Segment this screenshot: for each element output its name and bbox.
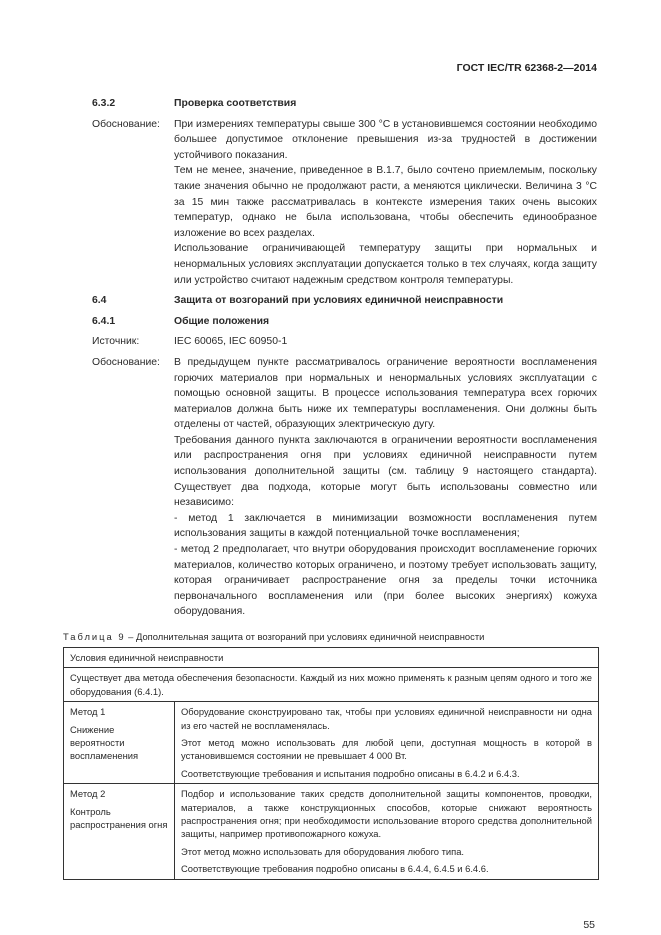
rationale-row [92,355,597,620]
description-cell [175,784,599,879]
section-number: 6.3.2 [92,98,116,109]
source-text: IEC 60065, IEC 60950-1 [174,336,288,348]
safeguard-table [63,647,599,880]
table-row [64,702,599,784]
method-name: Снижение вероятности воспламенения [70,723,139,762]
method-cell [64,784,175,879]
source-row [92,334,597,350]
caption-text: – Дополнительная защита от возгораний при условиях единичной неисправности [125,631,485,642]
section-heading [92,314,597,330]
rationale-text [174,355,597,620]
paragraph: При измерениях температуры свыше 300 °C в установившемся состоянии необходимо большее допустимое отклонение превышения из-за трудностей в достижении устойчивого показания. [174,118,597,161]
paragraph: В предыдущем пункте рассматривалось ограничение вероятности воспламенения горючих материалов при нормальных и ненормальных условиях эксплуатации с помощью основной защиты. В процессе использования температура всех горючих материалов должна быть ниже их температуры воспламенения. Они должны быть отделены от частей, образующих электрическую дугу. [174,356,597,431]
page-body [63,0,597,933]
description-item: Этот метод можно использовать для любой цепи, доступная мощность в которой в установившемся состоянии не превышает 4 000 Вт. [181,737,592,762]
rationale-label: Обоснование: [92,356,160,368]
description-cell [175,702,599,784]
description-item: Подбор и использование таких средств дополнительной защиты компонентов, проводки, материалов, а также конструкционных способов, которые снижают вероятность распространения огня; при необходимости использование второго средства дополнительной защиты, например противопожарного кожуха. [181,788,592,840]
rationale-row [92,117,597,289]
description-item: Оборудование сконструировано так, чтобы при условиях единичной неисправности ни одна из его частей не воспламенялась. [181,706,592,731]
method-label: Метод 2 [70,788,106,800]
table-row [64,668,599,702]
section-heading [92,96,597,112]
source-label: Источник: [92,336,140,348]
section-title: Проверка соответствия [174,98,297,109]
section-number: 6.4.1 [92,315,116,327]
description-item: Этот метод можно использовать для оборудования любого типа. [181,845,465,857]
page-number: 55 [583,918,595,931]
table-header-row [64,648,599,668]
standard-header: ГОСТ IEC/TR 62368-2—2014 [456,62,597,74]
method-name: Контроль распространения огня [70,805,168,831]
paragraph: - метод 2 предполагает, что внутри оборудования происходит воспламенение горючих материалов, количество которых ограничено, и поэтому требует использовать защиту, которая ограничивает распространение огня за пределы точки источника первоначального воспламенения или (при более высоких энергиях) кожуха оборудования. [174,544,597,618]
paragraph: Требования данного пункта заключаются в ограничении вероятности воспламенения или распространения огня при условиях единичной неисправности путем использования дополнительной защиты (см. таблицу 9 настоящего стандарта). Существует два подхода, которые могут быть использованы совместно или независимо: [174,434,597,509]
method-cell [64,702,175,784]
description-item: Соответствующие требования подробно описаны в 6.4.4, 6.4.5 и 6.4.6. [181,863,489,875]
section-title: Защита от возгораний при условиях единичной неисправности [174,295,504,307]
section-number: 6.4 [92,295,107,307]
description-item: Соответствующие требования и испытания подробно описаны в 6.4.2 и 6.4.3. [181,767,520,779]
caption-prefix: Таблица 9 [63,631,126,642]
section-heading [92,293,597,309]
paragraph: Тем не менее, значение, приведенное в B.1.7, было сочтено приемлемым, поскольку такие значения обычно не продолжают расти, а меняются циклически. Величина 3 °C за 15 мин также рассматривалась в контексте измерения таких очень высоких температур, однако не была использована, чтобы обеспечить единообразное изложение во всех разделах. [174,165,597,239]
header-cell: Условия единичной неисправности [64,648,599,668]
section-title: Общие положения [174,315,270,327]
rationale-text [174,117,597,289]
rationale-label: Обоснование: [92,118,160,130]
paragraph: Использование ограничивающей температуру защиты при нормальных и ненормальных условиях эксплуатации допускается только в тех случаях, когда защиту или устройство считают надежным средством контроля температуры. [174,243,597,286]
table-row [64,784,599,879]
table-caption [63,630,597,643]
paragraph: - метод 1 заключается в минимизации возможности воспламенения путем использования защиты в каждой потенциальной точке воспламенения; [174,512,597,540]
method-label: Метод 1 [70,706,106,718]
intro-cell: Существует два метода обеспечения безопасности. Каждый из них можно применять к разным цепям одного и того же оборудования (6.4.1). [64,668,599,702]
